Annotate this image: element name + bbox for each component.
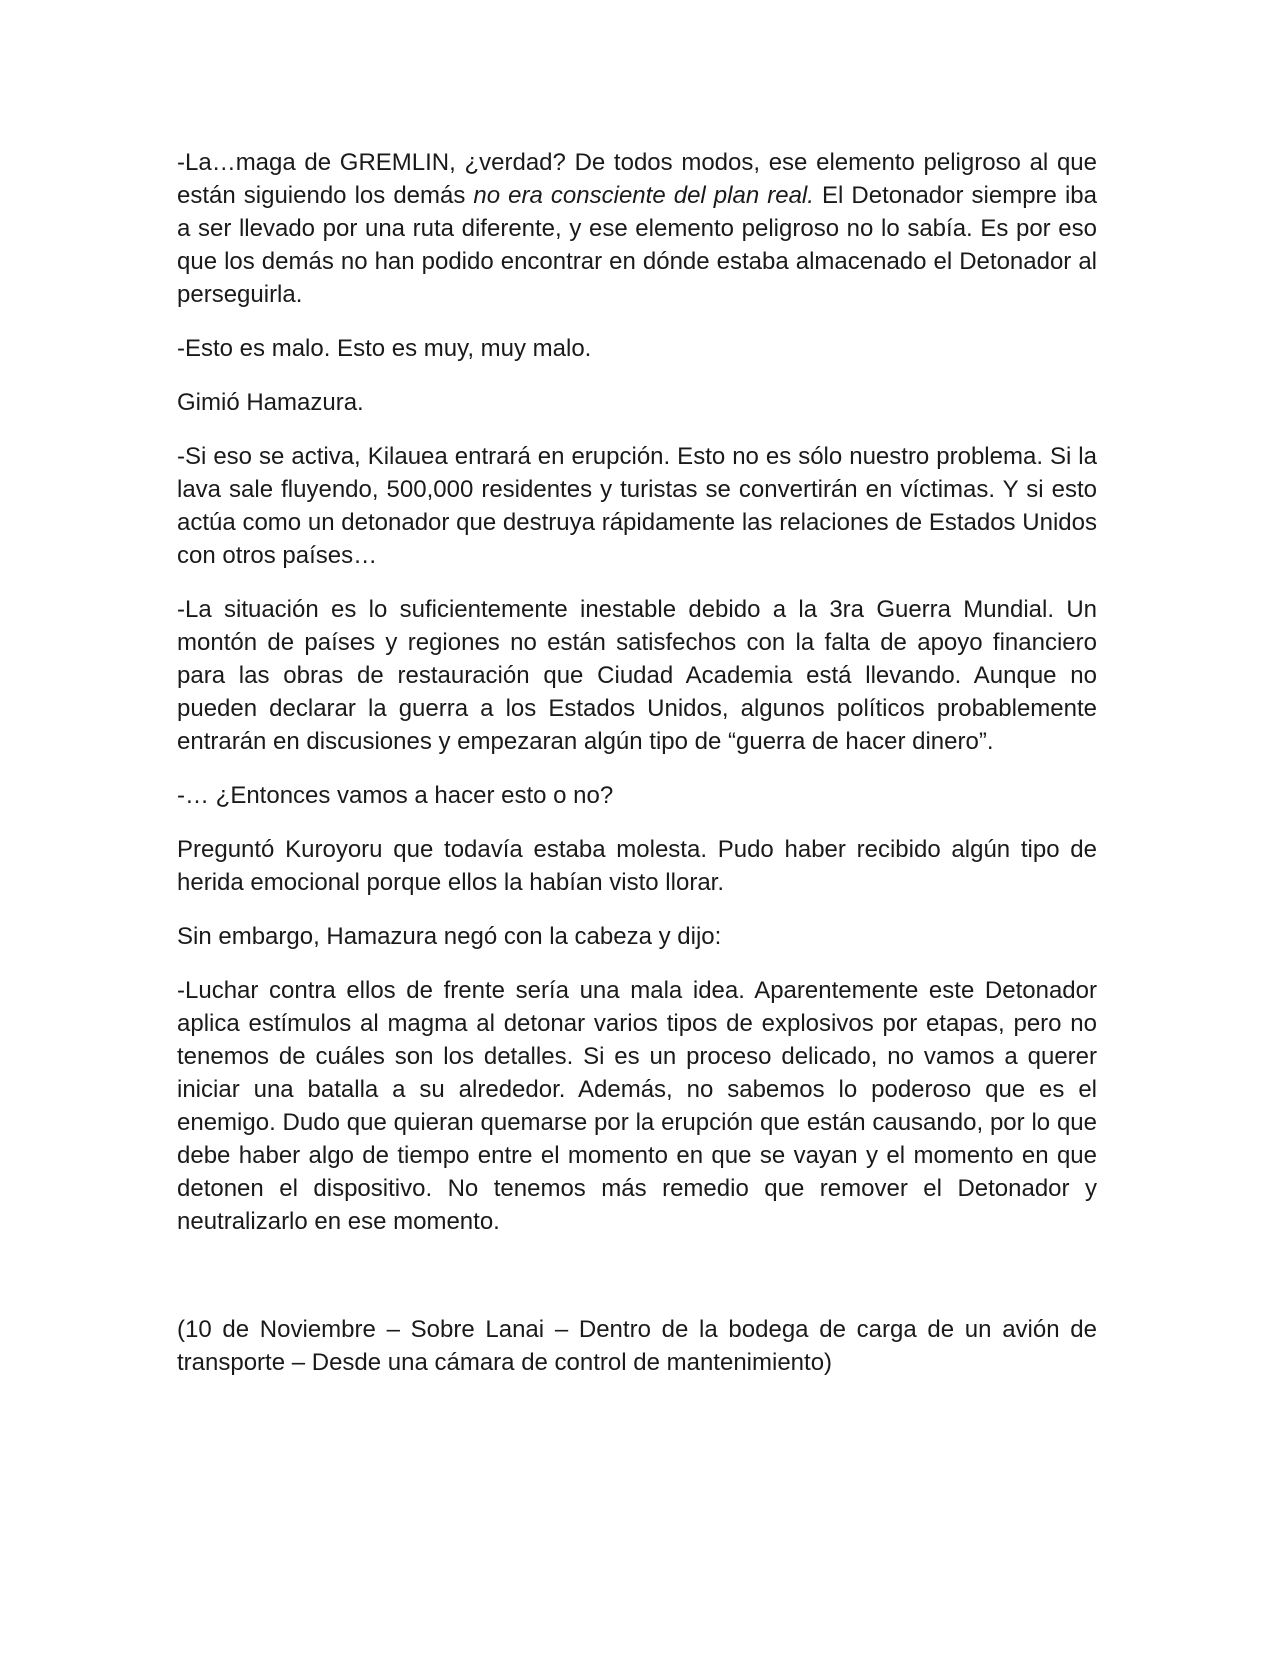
- paragraph-8: Sin embargo, Hamazura negó con la cabeza y dijo:: [177, 923, 722, 950]
- paragraph-1: [177, 146, 1097, 311]
- paragraph-1-emphasis: no era consciente del plan real.: [473, 182, 814, 209]
- document-body: [177, 146, 1097, 1400]
- paragraph-5: -La situación es lo suficientemente inestable debido a la 3ra Guerra Mundial. Un montón de países y regiones no están satisfechos con la falta de apoyo financiero para las obras de restauración que Ciudad Academia está llevando. Aunque no pueden declarar la guerra a los Estados Unidos, algunos políticos probablemente entrarán en discusiones y empezaran algún tipo de “guerra de hacer dinero”.: [177, 596, 1097, 755]
- paragraph-4: -Si eso se activa, Kilauea entrará en erupción. Esto no es sólo nuestro problema. Si la lava sale fluyendo, 500,000 residentes y turistas se convertirán en víctimas. Y si esto actúa como un detonador que destruya rápidamente las relaciones de Estados Unidos con otros países…: [177, 443, 1097, 569]
- scene-heading: (10 de Noviembre – Sobre Lanai – Dentro de la bodega de carga de un avión de transporte – Desde una cámara de control de mantenimiento): [177, 1316, 1097, 1376]
- paragraph-2: -Esto es malo. Esto es muy, muy malo.: [177, 335, 592, 362]
- paragraph-3: Gimió Hamazura.: [177, 389, 364, 416]
- paragraph-1-text: -La…maga de GREMLIN, ¿verdad? De todos modos, ese elemento peligroso al que están siguiendo los demás: [177, 149, 1097, 209]
- paragraph-6: -… ¿Entonces vamos a hacer esto o no?: [177, 782, 614, 809]
- paragraph-1-text-end: El Detonador siempre iba a ser llevado por una ruta diferente, y ese elemento peligroso no lo sabía. Es por eso que los demás no han podido encontrar en dónde estaba almacenado el Detonador al perseguirla.: [177, 182, 1097, 308]
- paragraph-9: -Luchar contra ellos de frente sería una mala idea. Aparentemente este Detonador aplica estímulos al magma al detonar varios tipos de explosivos por etapas, pero no tenemos de cuáles son los detalles. Si es un proceso delicado, no vamos a querer iniciar una batalla a su alrededor. Además, no sabemos lo poderoso que es el enemigo. Dudo que quieran quemarse por la erupción que están causando, por lo que debe haber algo de tiempo entre el momento en que se vayan y el momento en que detonen el dispositivo. No tenemos más remedio que remover el Detonador y neutralizarlo en ese momento.: [177, 977, 1097, 1235]
- paragraph-7: Preguntó Kuroyoru que todavía estaba molesta. Pudo haber recibido algún tipo de herida emocional porque ellos la habían visto llorar.: [177, 836, 1097, 896]
